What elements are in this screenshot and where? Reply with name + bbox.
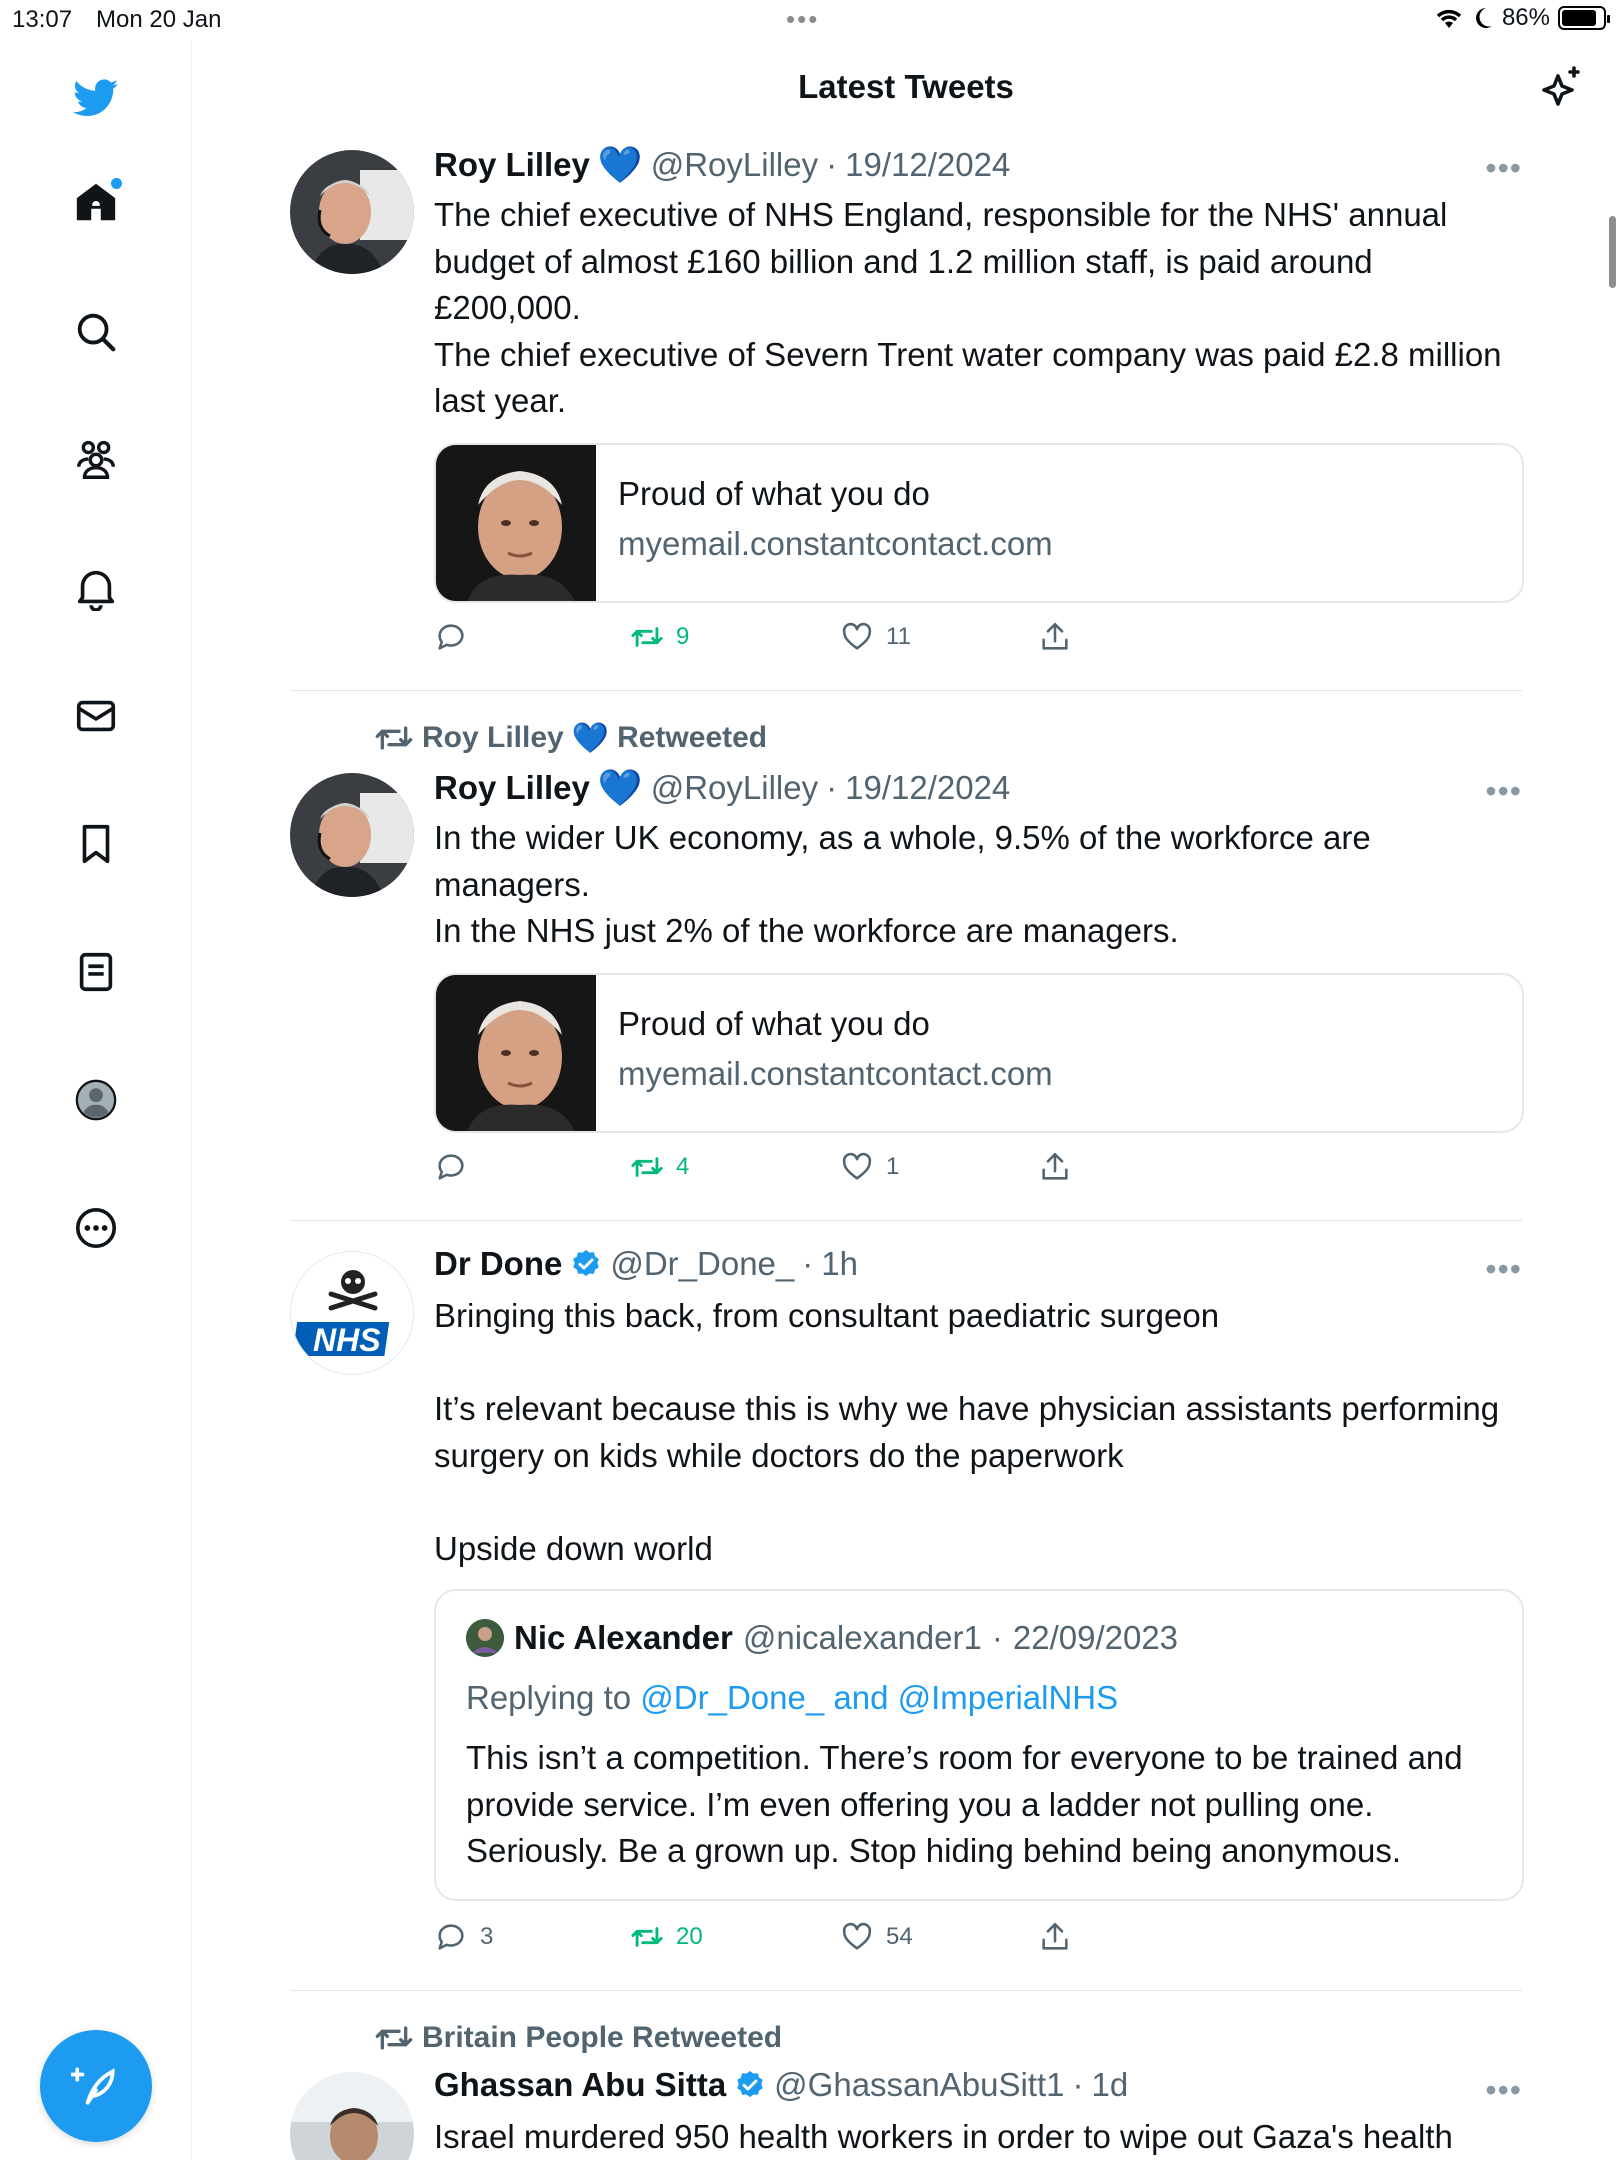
tweet-2-context-label: Retweeted bbox=[617, 721, 768, 754]
home-icon[interactable] bbox=[68, 174, 124, 230]
tweet-1-avatar[interactable] bbox=[290, 150, 414, 274]
quote-reply-mentions[interactable]: @Dr_Done_ and @ImperialNHS bbox=[640, 1679, 1119, 1716]
quote-author-name[interactable]: Nic Alexander bbox=[514, 1619, 733, 1656]
battery-icon bbox=[1558, 6, 1606, 30]
home-notification-dot bbox=[111, 178, 122, 189]
tweet-3-reply-button[interactable] bbox=[434, 1920, 493, 1954]
battery-level-fill bbox=[1562, 10, 1596, 26]
quote-reply-prefix: Replying to bbox=[466, 1679, 632, 1716]
tweet-3-header bbox=[434, 1245, 858, 1283]
tweet-2-reply-button[interactable] bbox=[434, 1150, 480, 1184]
like-heart-icon bbox=[840, 1920, 874, 1954]
verified-badge-icon bbox=[734, 2069, 766, 2101]
sidebar bbox=[0, 40, 192, 2160]
tweet-1-time[interactable]: 19/12/2024 bbox=[845, 146, 1011, 183]
tweet-3-separator: · bbox=[802, 1245, 814, 1282]
profile-avatar-icon[interactable] bbox=[68, 1072, 124, 1128]
tweet-3-like-button[interactable] bbox=[840, 1920, 913, 1954]
sparkle-icon[interactable] bbox=[1536, 64, 1584, 112]
tweet-3-actions bbox=[434, 1920, 1134, 1964]
tweet-1-card-domain: myemail.constantcontact.com bbox=[618, 525, 1053, 562]
tweet-2-card-image bbox=[436, 975, 596, 1133]
tweet-1-like-button[interactable] bbox=[840, 620, 911, 654]
tweet-4-header bbox=[434, 2066, 1128, 2104]
retweet-icon bbox=[630, 620, 664, 654]
compose-tweet-button[interactable] bbox=[40, 2030, 152, 2142]
tweet-1-share-button[interactable] bbox=[1038, 620, 1072, 654]
tweet-2-context-heart-icon: 💙 bbox=[571, 721, 610, 755]
quote-time: 22/09/2023 bbox=[1012, 1619, 1179, 1656]
reply-icon bbox=[434, 1150, 468, 1184]
quote-header bbox=[466, 1619, 1178, 1657]
tweet-3-text: Bringing this back, from consultant paediatric surgeon It’s relevant because this is why we have physician assistants performing surgery on kids while doctors do the paperwork Upside down world bbox=[434, 1297, 1500, 1567]
tweet-4-time[interactable]: 1d bbox=[1091, 2066, 1129, 2103]
wifi-icon bbox=[1434, 6, 1464, 30]
compose-feather-icon bbox=[71, 2061, 121, 2111]
tweet-2-time[interactable]: 19/12/2024 bbox=[845, 769, 1011, 806]
page-title: Latest Tweets bbox=[798, 68, 1014, 105]
share-icon bbox=[1038, 1150, 1072, 1184]
tweet-3-avatar-nhs-logo: NHS bbox=[313, 1322, 381, 1358]
tweet-2-blue-heart-icon: 💙 bbox=[597, 767, 643, 808]
tweet-2-more-icon[interactable]: ••• bbox=[1485, 773, 1522, 809]
tweet-2-handle[interactable]: @RoyLilley bbox=[650, 769, 819, 806]
bookmarks-icon[interactable] bbox=[68, 816, 124, 872]
tweet-3-quote-tweet[interactable] bbox=[434, 1589, 1524, 1901]
scroll-indicator[interactable] bbox=[1609, 216, 1616, 288]
tweet-2-text: In the wider UK economy, as a whole, 9.5% of the workforce are managers. In the NHS just 2% of the workforce are managers. bbox=[434, 819, 1371, 949]
verified-badge-icon bbox=[570, 1248, 602, 1280]
tweet-4-separator: · bbox=[1072, 2066, 1084, 2103]
tweet-2-card-domain: myemail.constantcontact.com bbox=[618, 1055, 1053, 1092]
tweet-divider bbox=[290, 1220, 1522, 1221]
status-date: Mon 20 Jan bbox=[96, 6, 222, 33]
tweet-2-author-name[interactable]: Roy Lilley bbox=[434, 769, 590, 806]
tweet-3-handle[interactable]: @Dr_Done_ bbox=[610, 1245, 795, 1282]
tweet-1-header bbox=[434, 144, 1010, 186]
tweet-4-avatar[interactable] bbox=[290, 2072, 414, 2160]
tweet-1-author-name[interactable]: Roy Lilley bbox=[434, 146, 590, 183]
retweet-icon bbox=[630, 1150, 664, 1184]
twitter-logo-icon[interactable] bbox=[68, 70, 124, 126]
tweet-1-text: The chief executive of NHS England, responsible for the NHS' annual budget of almost £160 billion and 1.2 million staff, is paid around £200,000. The chief executive of Severn Trent water company was paid £2.8 million last year. bbox=[434, 196, 1502, 419]
tweet-1-handle[interactable]: @RoyLilley bbox=[650, 146, 819, 183]
tweet-1-card-image bbox=[436, 445, 596, 603]
tweet-4-social-context[interactable] bbox=[374, 2018, 782, 2058]
multitasking-dots-icon[interactable]: ••• bbox=[786, 4, 820, 34]
search-icon[interactable] bbox=[68, 304, 124, 360]
tweet-1-separator: · bbox=[826, 146, 838, 183]
share-icon bbox=[1038, 1920, 1072, 1954]
tweet-1-link-card[interactable] bbox=[434, 443, 1524, 603]
tweet-2-separator: · bbox=[826, 769, 838, 806]
tweet-4-author-name[interactable]: Ghassan Abu Sitta bbox=[434, 2066, 727, 2103]
tweet-1-actions bbox=[434, 620, 1134, 664]
tweet-2-social-context[interactable] bbox=[374, 718, 767, 758]
retweeted-icon bbox=[374, 718, 414, 758]
tweet-1-more-icon[interactable]: ••• bbox=[1485, 150, 1522, 186]
tweet-1-like-count: 11 bbox=[886, 623, 911, 650]
tweet-3-time[interactable]: 1h bbox=[821, 1245, 858, 1282]
tweet-2-actions bbox=[434, 1150, 1134, 1194]
tweet-2-avatar[interactable] bbox=[290, 773, 414, 897]
moon-icon bbox=[1472, 6, 1494, 30]
tweet-4-more-icon[interactable]: ••• bbox=[1485, 2072, 1522, 2108]
quote-avatar[interactable] bbox=[466, 1619, 504, 1657]
retweet-icon bbox=[630, 1920, 664, 1954]
tweet-3-author-name[interactable]: Dr Done bbox=[434, 1245, 563, 1282]
tweet-3-share-button[interactable] bbox=[1038, 1920, 1072, 1954]
reply-icon bbox=[434, 620, 468, 654]
messages-envelope-icon[interactable] bbox=[68, 688, 124, 744]
tweet-4-handle[interactable]: @GhassanAbuSitt1 bbox=[774, 2066, 1065, 2103]
tweet-3-reply-count: 3 bbox=[480, 1923, 494, 1950]
tweet-3-avatar[interactable] bbox=[290, 1251, 414, 1375]
tweet-1-retweet-count: 9 bbox=[676, 623, 690, 650]
tweet-2-link-card[interactable] bbox=[434, 973, 1524, 1133]
tweet-2-header bbox=[434, 767, 1010, 809]
communities-icon[interactable] bbox=[68, 432, 124, 488]
status-time: 13:07 bbox=[12, 6, 73, 33]
tweet-2-retweet-count: 4 bbox=[676, 1153, 690, 1180]
tweet-3-retweet-count: 20 bbox=[676, 1923, 703, 1950]
tweet-3-more-icon[interactable]: ••• bbox=[1485, 1251, 1522, 1287]
quote-handle[interactable]: @nicalexander1 bbox=[742, 1619, 982, 1656]
tweet-1-retweet-button[interactable] bbox=[630, 620, 689, 654]
tweet-4-text: Israel murdered 950 health workers in order to wipe out Gaza's health bbox=[434, 2118, 1453, 2155]
battery-percent: 86% bbox=[1501, 4, 1550, 31]
status-bar bbox=[0, 0, 1620, 40]
lists-icon[interactable] bbox=[68, 944, 124, 1000]
tweet-2-retweet-button[interactable] bbox=[630, 1150, 689, 1184]
tweet-2-share-button[interactable] bbox=[1038, 1150, 1072, 1184]
like-heart-icon bbox=[840, 620, 874, 654]
tweet-2-card-title: Proud of what you do bbox=[618, 1005, 930, 1042]
status-right bbox=[1434, 4, 1606, 32]
tweet-3-retweet-button[interactable] bbox=[630, 1920, 703, 1954]
tweet-1-reply-button[interactable] bbox=[434, 620, 480, 654]
tweet-3-like-count: 54 bbox=[886, 1923, 913, 1950]
more-options-circle-icon[interactable] bbox=[68, 1200, 124, 1256]
notifications-bell-icon[interactable] bbox=[68, 560, 124, 616]
tweet-1-card-title: Proud of what you do bbox=[618, 475, 930, 512]
tweet-1-blue-heart-icon: 💙 bbox=[597, 144, 643, 185]
quote-replying-to bbox=[466, 1679, 1118, 1717]
tweet-divider bbox=[290, 1990, 1522, 1991]
tweet-4-context-label: Britain People Retweeted bbox=[422, 2021, 783, 2054]
quote-text: This isn’t a competition. There’s room for everyone to be trained and provide service. I’m even offering you a ladder not pulling one. Seriously. Be a grown up. Stop hiding behind being anonymous. bbox=[466, 1739, 1472, 1869]
share-icon bbox=[1038, 620, 1072, 654]
tweet-2-like-button[interactable] bbox=[840, 1150, 899, 1184]
like-heart-icon bbox=[840, 1150, 874, 1184]
quote-separator: · bbox=[991, 1619, 1003, 1656]
reply-icon bbox=[434, 1920, 468, 1954]
tweet-divider bbox=[290, 690, 1522, 691]
tweet-2-context-name: Roy Lilley bbox=[422, 721, 564, 754]
retweeted-icon bbox=[374, 2018, 414, 2058]
tweet-2-like-count: 1 bbox=[886, 1153, 900, 1180]
